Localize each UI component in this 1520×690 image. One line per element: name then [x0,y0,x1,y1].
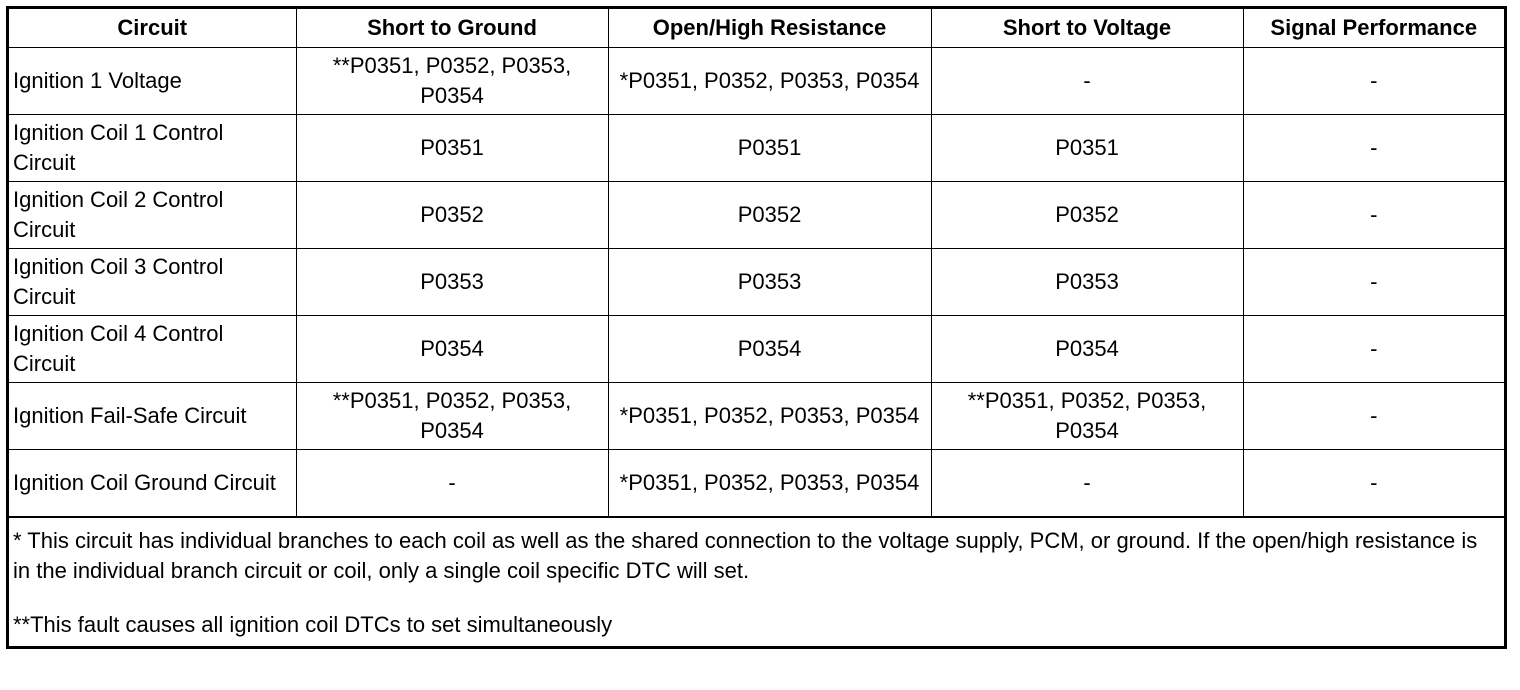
cell-circuit: Ignition 1 Voltage [9,48,296,115]
cell-signal-performance: - [1243,383,1504,450]
cell-short-to-voltage: - [931,48,1243,115]
table-header-row [9,9,1504,48]
cell-open-high-resistance: *P0351, P0352, P0353, P0354 [608,450,931,517]
cell-open-high-resistance: P0351 [608,115,931,182]
cell-short-to-voltage: P0352 [931,182,1243,249]
cell-circuit: Ignition Coil 3 Control Circuit [9,249,296,316]
cell-circuit: Ignition Coil 4 Control Circuit [9,316,296,383]
cell-short-to-voltage: P0351 [931,115,1243,182]
cell-short-to-voltage: P0354 [931,316,1243,383]
table-row [9,182,1504,249]
cell-short-to-voltage: - [931,450,1243,517]
cell-circuit: Ignition Coil 1 Control Circuit [9,115,296,182]
table-row [9,249,1504,316]
cell-signal-performance: - [1243,115,1504,182]
cell-short-to-voltage: **P0351, P0352, P0353, P0354 [931,383,1243,450]
cell-short-to-ground: **P0351, P0352, P0353, P0354 [296,383,608,450]
cell-signal-performance: - [1243,48,1504,115]
table-row [9,383,1504,450]
cell-signal-performance: - [1243,316,1504,383]
cell-signal-performance: - [1243,249,1504,316]
cell-open-high-resistance: P0354 [608,316,931,383]
table-footnotes [9,517,1504,646]
footnote-single-star: * This circuit has individual branches to each coil as well as the shared connection to the voltage supply, PCM, or ground. If the open/high resistance is in the individual branch circuit or coil, only a single coil specific DTC will set. [13,528,1478,583]
cell-signal-performance: - [1243,450,1504,517]
cell-open-high-resistance: *P0351, P0352, P0353, P0354 [608,48,931,115]
header-short-to-voltage: Short to Voltage [931,9,1243,48]
cell-short-to-ground: **P0351, P0352, P0353, P0354 [296,48,608,115]
dtc-circuit-table [9,9,1504,517]
cell-short-to-ground: P0354 [296,316,608,383]
cell-open-high-resistance: *P0351, P0352, P0353, P0354 [608,383,931,450]
cell-short-to-ground: P0351 [296,115,608,182]
table-row [9,450,1504,517]
cell-short-to-ground: P0353 [296,249,608,316]
cell-short-to-voltage: P0353 [931,249,1243,316]
header-signal-performance: Signal Performance [1243,9,1504,48]
cell-circuit: Ignition Coil 2 Control Circuit [9,182,296,249]
cell-open-high-resistance: P0352 [608,182,931,249]
cell-circuit: Ignition Fail-Safe Circuit [9,383,296,450]
table-row [9,115,1504,182]
dtc-table-container [6,6,1507,649]
header-circuit: Circuit [9,9,296,48]
header-short-to-ground: Short to Ground [296,9,608,48]
header-open-high-resistance: Open/High Resistance [608,9,931,48]
cell-open-high-resistance: P0353 [608,249,931,316]
table-row [9,48,1504,115]
cell-short-to-ground: P0352 [296,182,608,249]
cell-signal-performance: - [1243,182,1504,249]
footnote-double-star: **This fault causes all ignition coil DTCs to set simultaneously [13,612,613,637]
cell-short-to-ground: - [296,450,608,517]
cell-circuit: Ignition Coil Ground Circuit [9,450,296,517]
table-row [9,316,1504,383]
